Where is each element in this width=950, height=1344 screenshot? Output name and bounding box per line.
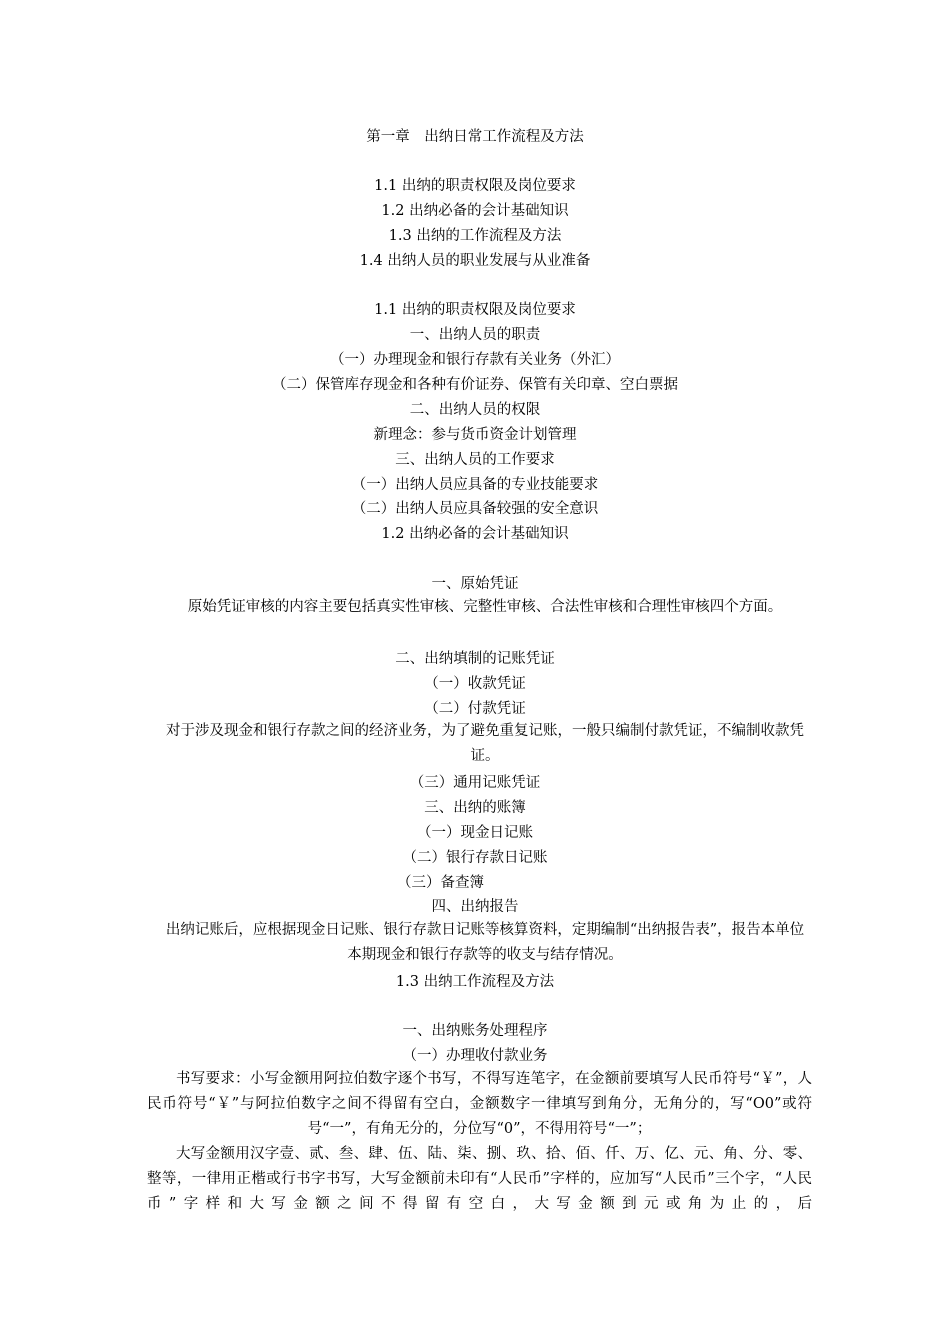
chapter-title: 第一章 出纳日常工作流程及方法 — [366, 129, 584, 145]
toc-item: 1.3 出纳的工作流程及方法 — [388, 228, 562, 244]
paragraph: 原始凭证审核的内容主要包括真实性审核、完整性审核、合法性审核和合理性审核四个方面。 — [187, 599, 783, 615]
text-line: （一）现金日记账 — [417, 825, 533, 841]
section-heading: 1.1 出纳的职责权限及岗位要求 — [374, 302, 576, 318]
toc-item: 1.2 出纳必备的会计基础知识 — [381, 203, 569, 219]
text-line: （二）付款凭证 — [424, 701, 526, 717]
text-line: （一）收款凭证 — [424, 676, 526, 692]
paragraph: 出纳记账后，应根据现金日记账、银行存款日记账等核算资料，定期编制“出纳报告表”，报告本单位本期现金和银行存款等的收支与结存情况。 — [165, 922, 805, 963]
text-line: 三、出纳人员的工作要求 — [395, 452, 555, 468]
text-line: （二）银行存款日记账 — [402, 850, 548, 866]
text-line: 四、出纳报告 — [431, 899, 519, 915]
text-line: （二）出纳人员应具备较强的安全意识 — [351, 501, 599, 517]
text-line: 二、出纳人员的权限 — [409, 402, 541, 418]
text-line: （二）保管库存现金和各种有价证券、保管有关印章、空白票据 — [272, 377, 678, 393]
text-line: 新理念：参与货币资金计划管理 — [373, 427, 577, 443]
text-line: 二、出纳填制的记账凭证 — [395, 651, 555, 667]
section-heading: 1.2 出纳必备的会计基础知识 — [381, 526, 569, 542]
toc-item: 1.1 出纳的职责权限及岗位要求 — [374, 178, 576, 194]
text-line: 三、出纳的账簿 — [424, 800, 526, 816]
paragraph: 对于涉及现金和银行存款之间的经济业务，为了避免重复记账，一般只编制付款凭证，不编制收款凭证。 — [166, 723, 804, 764]
text-line: （一）办理现金和银行存款有关业务（外汇） — [330, 352, 620, 368]
text-line: （三）备查簿 — [397, 875, 484, 891]
text-line: 一、出纳人员的职责 — [409, 327, 541, 343]
text-line: 一、出纳账务处理程序 — [402, 1023, 548, 1039]
paragraph: 大写金额用汉字壹、贰、叁、肆、伍、陆、柒、捌、玖、拾、佰、仟、万、亿、元、角、分、零、整等，一律用正楷或行书字书写，大写金额前未印有“人民币”字样的，应加写“人民币”三个字，“人民币”字样和大写金额之间不得留有空白，大写金额到元或角为止的，后 — [147, 1146, 812, 1212]
section-heading: 1.3 出纳工作流程及方法 — [395, 974, 555, 990]
toc-item: 1.4 出纳人员的职业发展与从业准备 — [359, 253, 591, 269]
text-line: （一）出纳人员应具备的专业技能要求 — [351, 477, 599, 493]
text-line: （一）办理收付款业务 — [402, 1048, 548, 1064]
paragraph: 书写要求：小写金额用阿拉伯数字逐个书写，不得写连笔字，在金额前要填写人民币符号“￥”，人民币符号“￥”与阿拉伯数字之间不得留有空白，金额数字一律填写到角分，无角分的，写“O0”或符号“一”，有角无分的，分位写“0”，不得用符号“一”； — [147, 1071, 812, 1137]
text-line: 一、原始凭证 — [431, 576, 519, 592]
text-line: （三）通用记账凭证 — [409, 775, 541, 791]
